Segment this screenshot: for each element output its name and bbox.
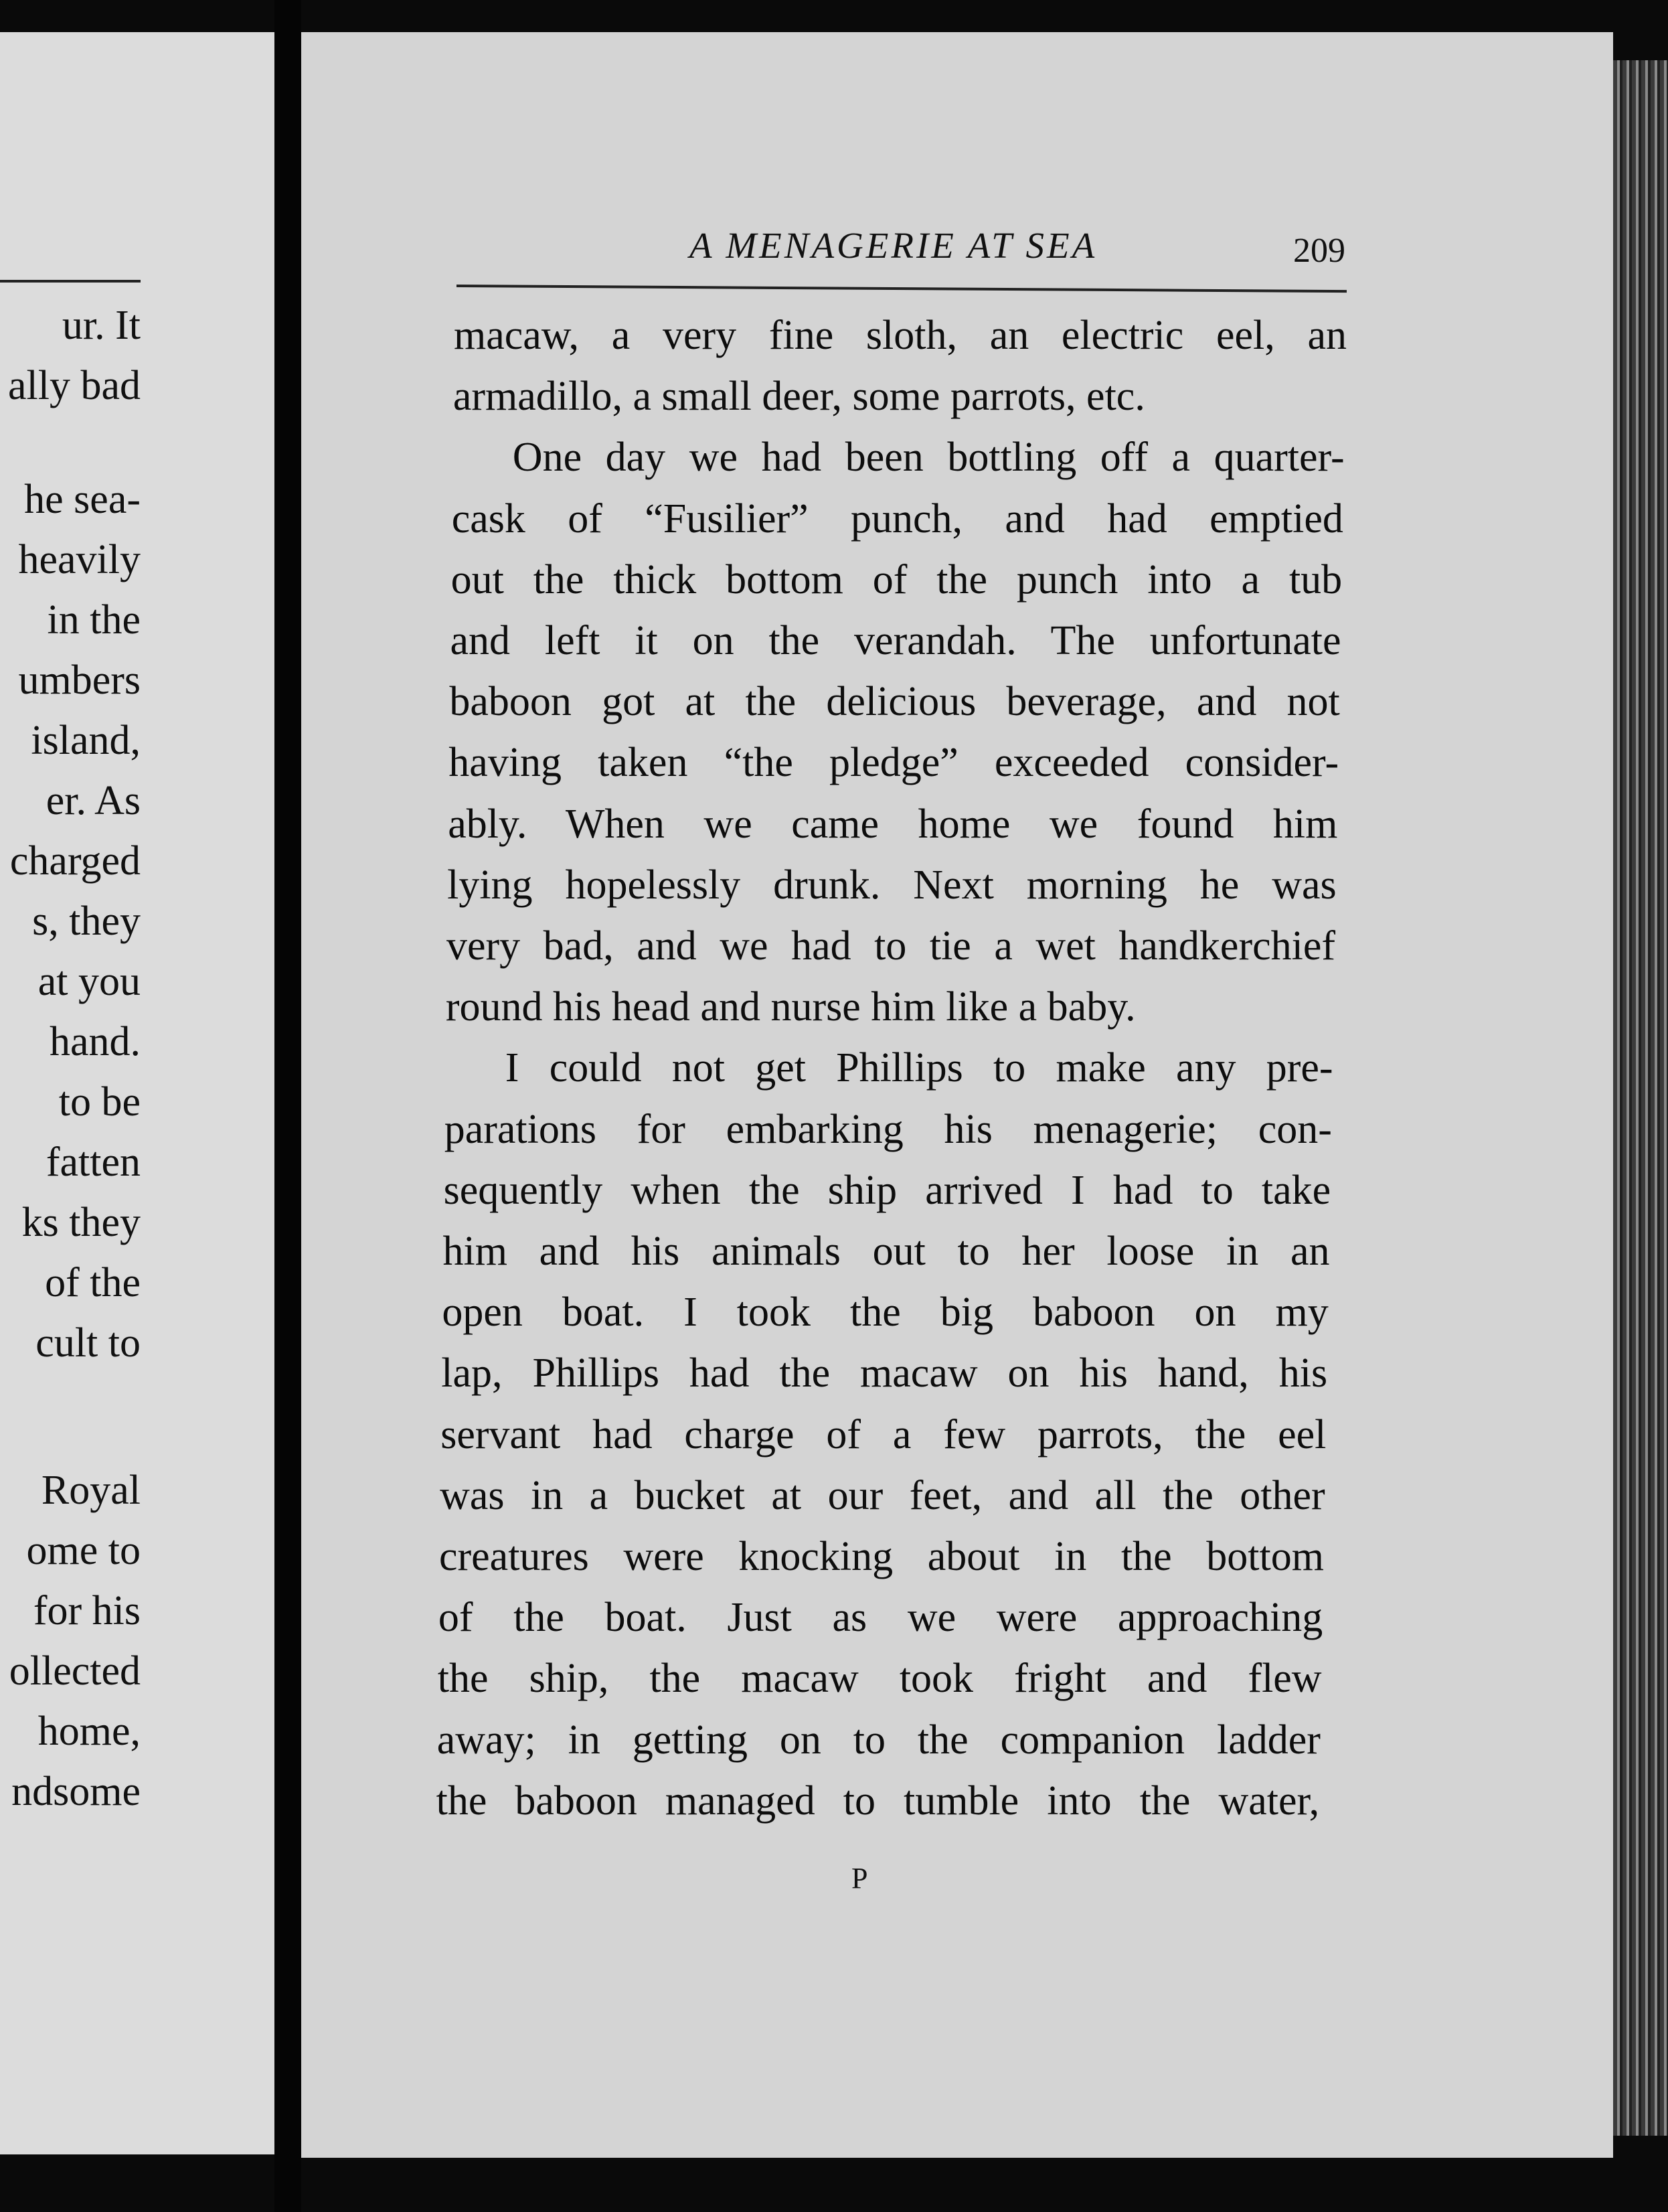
body-line: away; in getting on to the companion ladder [436,1717,1321,1763]
body-line: of the boat. Just as we were approaching [438,1595,1323,1641]
body-line: sequently when the ship arrived I had to take [443,1167,1331,1213]
body-line: armadillo, a small deer, some parrots, etc. [452,374,1145,420]
left-page-line: ome to [26,1528,141,1573]
body-line: the baboon managed to tumble into the water, [436,1778,1320,1824]
body-line: him and his animals out to her loose in an [442,1229,1330,1274]
left-page-line: fatten [46,1139,141,1185]
left-page-line: he sea- [24,477,141,522]
page-number: 209 [1293,232,1345,270]
left-page-line: at you [37,959,141,1004]
left-page-line: Royal [41,1468,141,1513]
body-line: lap, Phillips had the macaw on his hand, his [441,1350,1328,1397]
body-line: out the thick bottom of the punch into a tub [450,556,1343,603]
body-line: macaw, a very fine sloth, an electric eel, an [454,313,1347,358]
left-page-line: cult to [35,1320,141,1366]
body-line: One day we had been bottling off a quarter- [512,434,1345,481]
left-page-line: heavily [18,537,141,582]
left-page-line: ks they [21,1200,141,1245]
left-page-line: s, they [32,898,141,944]
body-line: ably. When we came home we found him [448,801,1338,847]
body-line: creatures were knocking about in the bottom [439,1534,1324,1579]
body-line: the ship, the macaw took fright and flew [437,1656,1322,1702]
left-page-line: of the [45,1260,141,1306]
body-line: servant had charge of a few parrots, the eel [440,1411,1327,1457]
body-line: lying hopelessly drunk. Next morning he was [447,862,1337,908]
left-page-line: hand. [49,1019,141,1064]
body-line: having taken “the pledge” exceeded consider- [448,740,1339,786]
body-line: very bad, and we had to tie a wet handkerchief [446,923,1335,969]
left-page-line: ollected [9,1648,141,1694]
body-line: I could not get Phillips to make any pre- [505,1045,1333,1091]
body-line: round his head and nurse him like a baby. [445,984,1136,1030]
body-line: open boat. I took the big baboon on my [442,1289,1329,1336]
body-line: cask of “Fusilier” punch, and had emptied [451,495,1343,542]
left-page-line: er. As [46,778,141,823]
left-page-line: to be [58,1079,141,1125]
left-page-line: ally bad [8,363,141,408]
body-line: was in a bucket at our feet, and all the other [440,1472,1325,1518]
left-page-line: charged [9,838,141,884]
left-page-line: in the [47,597,141,643]
running-title: A MENAGERIE AT SEA [689,225,1098,266]
left-page-line: for his [33,1588,141,1634]
left-page-line: island, [31,718,141,763]
left-page-line: umbers [18,657,141,703]
left-page-line: home, [37,1709,141,1754]
left-page-line: ndsome [11,1769,141,1814]
signature-mark: P [851,1862,869,1895]
left-page-line: ur. It [62,303,141,348]
body-line: baboon got at the delicious beverage, and not [449,679,1340,725]
body-line: parations for embarking his menagerie; con- [444,1106,1332,1152]
body-line: and left it on the verandah. The unfortunate [450,618,1341,663]
